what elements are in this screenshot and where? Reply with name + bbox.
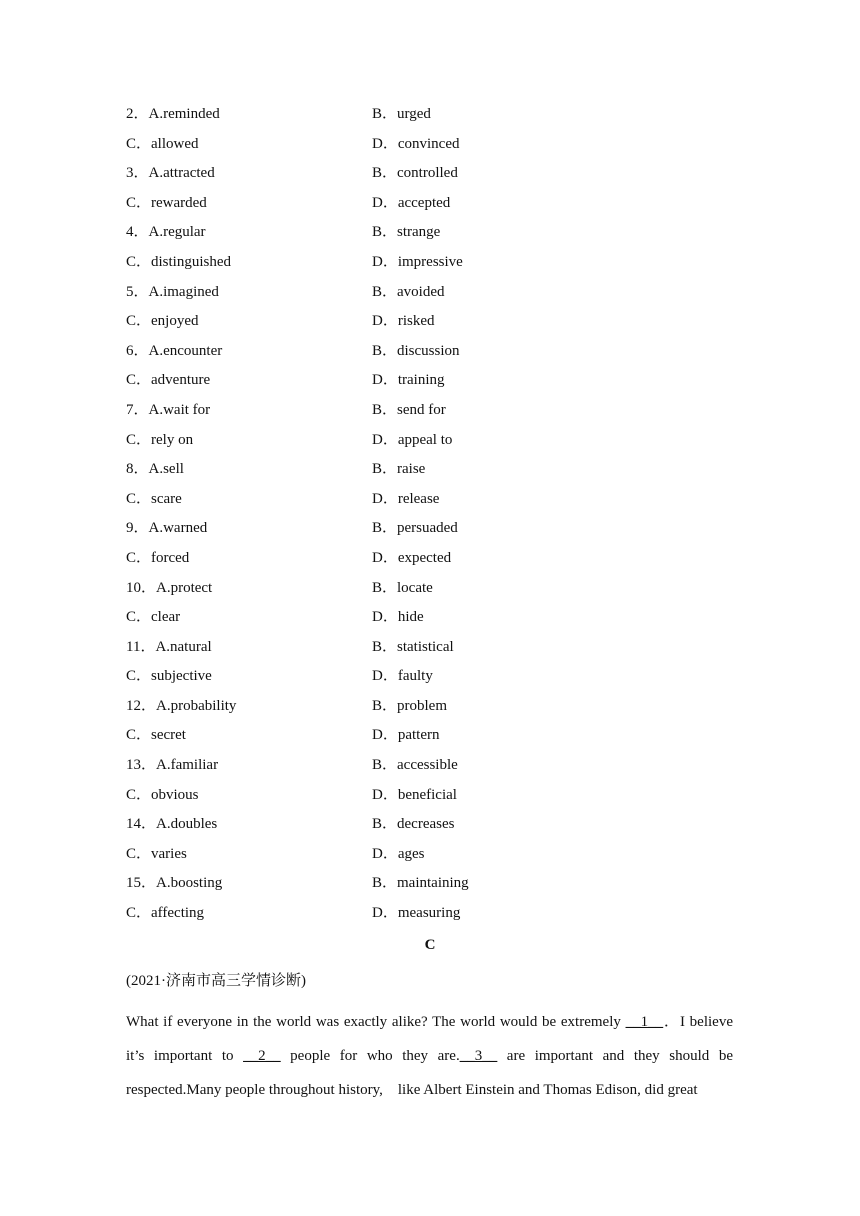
option-right: D．hide	[372, 609, 424, 626]
option-row	[126, 341, 746, 371]
option-left: C．distinguished	[126, 253, 232, 270]
passage-segment: people for who they are.	[280, 1048, 460, 1064]
option-left: 12．A.probability	[126, 697, 237, 714]
option-row	[126, 725, 746, 755]
option-row	[126, 518, 746, 548]
option-left: C．enjoyed	[126, 313, 199, 330]
option-right: B．controlled	[372, 165, 458, 182]
option-left: 11．A.natural	[126, 638, 212, 655]
option-left: C．clear	[126, 609, 181, 626]
option-left: C．obvious	[126, 786, 199, 803]
option-right: D．impressive	[372, 253, 463, 270]
option-right: B．strange	[372, 224, 441, 241]
option-right: D．faulty	[372, 668, 433, 685]
option-row	[126, 489, 746, 519]
passage-source: (2021·济南市高三学情诊断)	[126, 973, 306, 989]
option-row	[126, 252, 746, 282]
option-row	[126, 755, 746, 785]
section-heading: C	[424, 937, 436, 953]
option-right: D．beneficial	[372, 786, 457, 803]
option-row	[126, 430, 746, 460]
blank-2: __2__	[243, 1048, 281, 1064]
option-left: C．rely on	[126, 431, 194, 448]
option-left: 10．A.protect	[126, 579, 213, 596]
option-row	[126, 311, 746, 341]
option-row	[126, 607, 746, 637]
option-row	[126, 163, 746, 193]
option-right: B．urged	[372, 106, 431, 122]
option-left: C．adventure	[126, 372, 211, 389]
option-left: 2．A.reminded	[126, 106, 220, 122]
option-left: C．subjective	[126, 668, 212, 685]
option-left: 8．A.sell	[126, 461, 184, 478]
passage-segment: are important and they should be respected.Many people throughout history, like Albert Einstein and Thomas Edison, did great	[126, 1048, 733, 1098]
option-left: 5．A.imagined	[126, 283, 219, 300]
option-row	[126, 282, 746, 312]
option-right: B．discussion	[372, 342, 460, 359]
option-right: B．decreases	[372, 816, 455, 833]
option-right: D．release	[372, 490, 440, 507]
option-row	[126, 666, 746, 696]
option-left: 9．A.warned	[126, 520, 208, 537]
passage-segment: ．I believe it’s important to	[126, 1014, 733, 1064]
option-right: B．persuaded	[372, 520, 458, 537]
option-left: C．forced	[126, 549, 190, 566]
option-row	[126, 696, 746, 726]
option-left: C．allowed	[126, 135, 199, 152]
passage-segment: What if everyone in the world was exactly alike? The world would be extremely	[126, 1014, 626, 1030]
answer-options-list	[126, 104, 746, 933]
option-row	[126, 637, 746, 667]
option-row	[126, 193, 746, 223]
option-left: 6．A.encounter	[126, 342, 223, 359]
option-right: B．avoided	[372, 283, 445, 300]
passage-text	[126, 1005, 733, 1107]
option-right: D．convinced	[372, 135, 460, 152]
option-right: B．send for	[372, 401, 446, 418]
option-right: D．pattern	[372, 727, 440, 744]
option-left: 7．A.wait for	[126, 401, 211, 418]
option-right: B．raise	[372, 461, 426, 478]
option-left: 4．A.regular	[126, 224, 206, 241]
option-row	[126, 903, 746, 933]
option-row	[126, 104, 746, 134]
option-right: B．statistical	[372, 638, 454, 655]
option-right: D．ages	[372, 845, 425, 862]
option-left: 13．A.familiar	[126, 757, 219, 774]
option-row	[126, 814, 746, 844]
option-row	[126, 785, 746, 815]
option-right: B．maintaining	[372, 875, 469, 892]
option-right: D．expected	[372, 549, 452, 566]
option-right: D．training	[372, 372, 445, 389]
blank-3: __3__	[459, 1048, 498, 1064]
option-left: 15．A.boosting	[126, 875, 223, 892]
option-row	[126, 873, 746, 903]
option-left: C．varies	[126, 845, 187, 862]
option-row	[126, 400, 746, 430]
option-row	[126, 459, 746, 489]
option-row	[126, 134, 746, 164]
option-right: D．risked	[372, 313, 435, 330]
option-left: C．scare	[126, 490, 182, 507]
option-left: C．secret	[126, 727, 186, 744]
option-left: 3．A.attracted	[126, 165, 215, 182]
option-row	[126, 844, 746, 874]
option-left: C．affecting	[126, 905, 205, 922]
option-row	[126, 548, 746, 578]
option-row	[126, 222, 746, 252]
option-left: C．rewarded	[126, 194, 207, 211]
option-right: B．problem	[372, 697, 447, 714]
option-row	[126, 578, 746, 608]
option-right: D．accepted	[372, 194, 451, 211]
option-right: B．accessible	[372, 757, 458, 774]
option-row	[126, 370, 746, 400]
option-right: D．appeal to	[372, 431, 453, 448]
option-left: 14．A.doubles	[126, 816, 218, 833]
blank-1: __1__	[625, 1014, 664, 1030]
option-right: B．locate	[372, 579, 433, 596]
option-right: D．measuring	[372, 905, 461, 922]
